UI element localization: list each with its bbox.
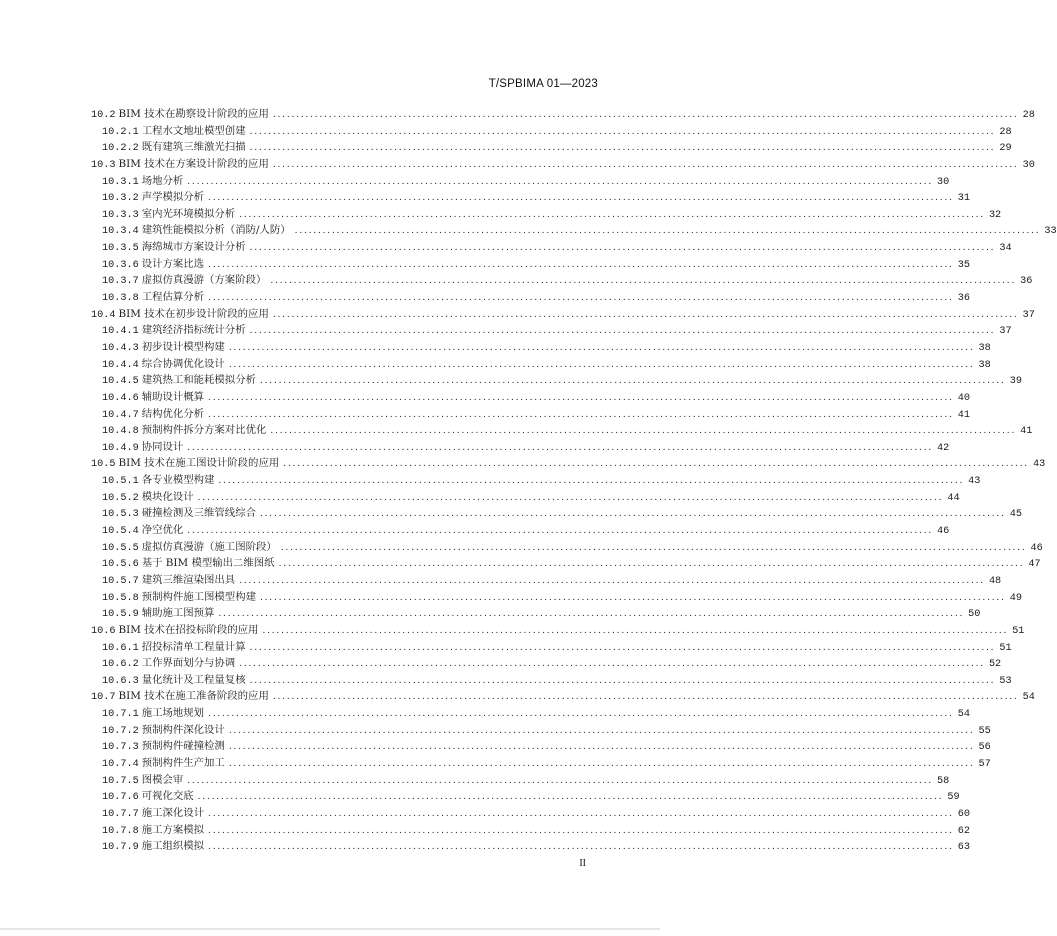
toc-dot-leader: ................................................................................................................................................................ <box>262 625 1009 636</box>
toc-entry-title: 基于 BIM 模型输出二维图纸 <box>141 557 275 570</box>
toc-entry-page: 43 <box>1032 459 1046 471</box>
toc-entry-title: BIM 技术在方案设计阶段的应用 <box>118 157 269 170</box>
toc-entry-page: 52 <box>988 659 1002 671</box>
toc-entry-number: 10.7.9 <box>102 842 139 854</box>
toc-subsection-entry[interactable] <box>91 472 981 489</box>
toc-subsection-entry[interactable] <box>91 173 950 190</box>
toc-entry-title: 工程估算分析 <box>141 291 205 304</box>
toc-entry-title: 虚拟仿真漫游（施工图阶段） <box>141 540 277 553</box>
toc-subsection-entry[interactable] <box>91 522 950 539</box>
page-number: II <box>579 858 586 869</box>
toc-entry-page: 35 <box>957 259 970 271</box>
toc-dot-leader: ................................................................................................................................................................ <box>249 675 996 686</box>
toc-entry-title: BIM 技术在初步设计阶段的应用 <box>118 307 269 320</box>
toc-dot-leader: ................................................................................................................................................................ <box>208 808 954 819</box>
toc-entry-number: 10.5 <box>91 459 116 471</box>
toc-dot-leader: ................................................................................................................................................................ <box>283 459 1029 470</box>
toc-entry-title: 施工方案模拟 <box>141 823 205 836</box>
toc-subsection-entry[interactable] <box>91 372 1022 389</box>
toc-dot-leader: ................................................................................................................................................................ <box>208 409 954 420</box>
toc-entry-number: 10.3.7 <box>102 276 139 288</box>
toc-entry-title: 虚拟仿真漫游（方案阶段） <box>141 274 267 287</box>
toc-entry-number: 10.4.9 <box>102 442 139 454</box>
toc-entry-page: 58 <box>936 775 950 787</box>
toc-dot-leader: ................................................................................................................................................................ <box>249 126 996 137</box>
toc-entry-page: 43 <box>968 476 981 488</box>
toc-subsection-entry[interactable] <box>91 838 970 855</box>
toc-entry-page: 51 <box>999 642 1012 654</box>
toc-entry-number: 10.6.2 <box>102 659 139 671</box>
toc-entry-page: 28 <box>999 126 1012 138</box>
toc-entry-page: 37 <box>999 326 1012 338</box>
toc-entry-page: 48 <box>988 575 1002 587</box>
toc-entry-number: 10.3.8 <box>102 293 139 305</box>
toc-entry-title: 量化统计及工程量复核 <box>141 673 246 686</box>
toc-entry-number: 10.4.4 <box>102 359 139 371</box>
toc-subsection-entry[interactable] <box>91 539 1043 556</box>
toc-dot-leader: ................................................................................................................................................................ <box>239 575 985 586</box>
toc-entry-number: 10.5.8 <box>102 592 139 604</box>
toc-entry-number: 10.7.2 <box>102 725 139 737</box>
toc-dot-leader: ................................................................................................................................................................ <box>270 276 1017 287</box>
toc-subsection-entry[interactable] <box>91 572 1002 589</box>
toc-subsection-entry[interactable] <box>91 738 991 755</box>
toc-entry-title: 招投标清单工程量计算 <box>141 640 246 653</box>
toc-entry-number: 10.3.3 <box>102 209 139 221</box>
toc-entry-title: BIM 技术在勘察设计阶段的应用 <box>118 108 269 120</box>
toc-dot-leader: ................................................................................................................................................................ <box>187 442 933 453</box>
toc-dot-leader: ................................................................................................................................................................ <box>228 725 975 736</box>
toc-dot-leader: ................................................................................................................................................................ <box>197 492 944 503</box>
toc-dot-leader: ................................................................................................................................................................ <box>228 742 975 753</box>
toc-entry-number: 10.3.2 <box>102 193 139 205</box>
toc-dot-leader: ................................................................................................................................................................ <box>208 259 954 270</box>
toc-entry-number: 10.5.5 <box>102 542 139 554</box>
toc-entry-number: 10.3.5 <box>102 243 139 255</box>
toc-entry-number: 10.6 <box>91 625 116 637</box>
toc-entry-number: 10.4.5 <box>102 376 139 388</box>
toc-subsection-entry[interactable] <box>91 356 991 373</box>
toc-dot-leader: ................................................................................................................................................................ <box>272 692 1019 703</box>
toc-entry-number: 10.5.7 <box>102 575 139 587</box>
toc-entry-number: 10.5.1 <box>102 476 139 488</box>
toc-section-entry[interactable] <box>91 306 1035 323</box>
toc-entry-number: 10.7 <box>91 692 116 704</box>
toc-entry-title: BIM 技术在施工图设计阶段的应用 <box>118 457 280 470</box>
toc-entry-title: BIM 技术在招投标阶段的应用 <box>118 623 259 636</box>
toc-entry-page: 54 <box>957 709 970 721</box>
toc-entry-title: 各专业模型构建 <box>141 474 215 487</box>
toc-entry-title: 碰撞检测及三维管线综合 <box>141 507 256 520</box>
toc-subsection-entry[interactable] <box>91 289 970 306</box>
toc-entry-number: 10.4.6 <box>102 392 139 404</box>
toc-entry-title: 可视化交底 <box>141 790 194 803</box>
toc-dot-leader: ................................................................................................................................................................ <box>259 509 1006 520</box>
toc-entry-title: 工作界面划分与协调 <box>141 657 236 670</box>
toc-entry-number: 10.5.9 <box>102 609 139 621</box>
toc-entry-title: 预制构件施工图模型构建 <box>141 590 256 603</box>
toc-subsection-entry[interactable] <box>91 505 1022 522</box>
toc-entry-page: 41 <box>957 409 970 421</box>
toc-entry-page: 62 <box>957 825 970 837</box>
toc-dot-leader: ................................................................................................................................................................ <box>239 209 985 220</box>
toc-dot-leader: ................................................................................................................................................................ <box>294 226 1041 237</box>
toc-subsection-entry[interactable] <box>91 406 970 423</box>
toc-entry-number: 10.5.6 <box>102 559 139 571</box>
toc-dot-leader: ................................................................................................................................................................ <box>249 243 996 254</box>
toc-entry-title: 模块化设计 <box>141 490 194 503</box>
toc-section-entry[interactable] <box>91 688 1035 705</box>
toc-subsection-entry[interactable] <box>91 139 1012 156</box>
toc-subsection-entry[interactable] <box>91 672 1012 689</box>
toc-entry-page: 36 <box>1020 276 1033 288</box>
toc-subsection-entry[interactable] <box>91 439 950 456</box>
toc-entry-page: 63 <box>957 842 970 854</box>
toc-entry-number: 10.7.6 <box>102 792 139 804</box>
toc-entry-page: 28 <box>1022 110 1035 121</box>
toc-entry-title: 预制构件拆分方案对比优化 <box>141 424 267 437</box>
toc-dot-leader: ................................................................................................................................................................ <box>259 376 1006 387</box>
toc-entry-page: 59 <box>947 792 960 804</box>
toc-entry-page: 44 <box>947 492 960 504</box>
toc-dot-leader: ................................................................................................................................................................ <box>208 193 954 204</box>
toc-entry-title: 图模会审 <box>141 773 184 786</box>
toc-subsection-entry[interactable] <box>91 256 970 273</box>
toc-entry-number: 10.2.2 <box>102 143 139 155</box>
toc-entry-title: 声学模拟分析 <box>141 191 205 204</box>
toc-entry-title: 结构优化分析 <box>141 407 205 420</box>
toc-entry-page: 29 <box>999 143 1012 155</box>
toc-entry-number: 10.5.4 <box>102 526 139 538</box>
toc-entry-title: 建筑三维渲染图出具 <box>141 573 236 586</box>
toc-dot-leader: ................................................................................................................................................................ <box>272 110 1019 120</box>
toc-subsection-entry[interactable] <box>91 555 1041 572</box>
toc-entry-page: 46 <box>936 526 950 538</box>
toc-entry-title: 室内光环境模拟分析 <box>141 207 236 220</box>
toc-entry-page: 41 <box>1020 426 1033 438</box>
toc-subsection-entry[interactable] <box>91 822 970 839</box>
toc-entry-title: BIM 技术在施工准备阶段的应用 <box>118 690 269 703</box>
toc-subsection-entry[interactable] <box>91 589 1022 606</box>
toc-entry-number: 10.7.1 <box>102 709 139 721</box>
toc-entry-page: 45 <box>1009 509 1022 521</box>
toc-entry-page: 51 <box>1012 625 1025 637</box>
toc-entry-title: 既有建筑三维激光扫描 <box>141 141 246 154</box>
toc-dot-leader: ................................................................................................................................................................ <box>208 709 954 720</box>
toc-subsection-entry[interactable] <box>91 123 1012 140</box>
toc-dot-leader: ................................................................................................................................................................ <box>218 476 965 487</box>
toc-entry-page: 34 <box>999 243 1012 255</box>
toc-entry-title: 净空优化 <box>141 524 184 537</box>
toc-entry-title: 初步设计模型构建 <box>141 340 225 353</box>
toc-subsection-entry[interactable] <box>91 788 960 805</box>
toc-entry-number: 10.7.3 <box>102 742 139 754</box>
toc-entry-title: 施工组织模拟 <box>141 840 205 853</box>
toc-entry-title: 建筑经济指标统计分析 <box>141 324 246 337</box>
toc-entry-page: 53 <box>999 675 1012 687</box>
toc-entry-page: 42 <box>936 442 950 454</box>
toc-entry-page: 57 <box>978 758 991 770</box>
toc-dot-leader: ................................................................................................................................................................ <box>280 542 1027 553</box>
toc-dot-leader: ................................................................................................................................................................ <box>228 342 975 353</box>
toc-entry-page: 36 <box>957 293 970 305</box>
toc-subsection-entry[interactable] <box>91 639 1012 656</box>
toc-section-entry[interactable] <box>91 156 1035 173</box>
toc-entry-title: 场地分析 <box>141 174 184 187</box>
toc-entry-number: 10.3.4 <box>102 226 139 238</box>
toc-entry-page: 40 <box>957 392 970 404</box>
toc-subsection-entry[interactable] <box>91 206 1002 223</box>
toc-subsection-entry[interactable] <box>91 722 991 739</box>
toc-subsection-entry[interactable] <box>91 389 970 406</box>
toc-entry-page: 50 <box>968 609 981 621</box>
toc-entry-page: 60 <box>957 808 970 820</box>
toc-entry-page: 31 <box>957 193 970 205</box>
toc-subsection-entry[interactable] <box>91 805 970 822</box>
toc-dot-leader: ................................................................................................................................................................ <box>187 526 933 537</box>
toc-dot-leader: ................................................................................................................................................................ <box>278 559 1025 570</box>
toc-entry-title: 海绵城市方案设计分析 <box>141 241 246 254</box>
toc-subsection-entry[interactable] <box>91 239 1012 256</box>
toc-dot-leader: ................................................................................................................................................................ <box>228 359 975 370</box>
toc-subsection-entry[interactable] <box>91 655 1002 672</box>
toc-entry-number: 10.3 <box>91 159 116 171</box>
toc-entry-title: 建筑热工和能耗模拟分析 <box>141 374 256 387</box>
toc-entry-number: 10.3.1 <box>102 176 139 188</box>
toc-dot-leader: ................................................................................................................................................................ <box>249 326 996 337</box>
toc-entry-page: 30 <box>936 176 950 188</box>
toc-entry-title: 预制构件生产加工 <box>141 756 225 769</box>
toc-subsection-entry[interactable] <box>91 222 1057 239</box>
toc-entry-number: 10.7.7 <box>102 808 139 820</box>
toc-dot-leader: ................................................................................................................................................................ <box>218 609 965 620</box>
toc-dot-leader: ................................................................................................................................................................ <box>228 758 975 769</box>
toc-subsection-entry[interactable] <box>91 705 970 722</box>
toc-entry-title: 工程水文地址模型创建 <box>141 124 246 137</box>
toc-entry-page: 54 <box>1022 692 1035 704</box>
toc-entry-title: 设计方案比选 <box>141 257 205 270</box>
toc-entry-number: 10.4.3 <box>102 342 139 354</box>
toc-subsection-entry[interactable] <box>91 422 1033 439</box>
toc-entry-page: 38 <box>978 359 991 371</box>
page-bottom-divider <box>0 928 660 930</box>
toc-subsection-entry[interactable] <box>91 605 981 622</box>
toc-subsection-entry[interactable] <box>91 772 950 789</box>
toc-entry-title: 辅助设计概算 <box>141 390 205 403</box>
toc-entry-page: 32 <box>988 209 1002 221</box>
toc-entry-number: 10.5.2 <box>102 492 139 504</box>
toc-entry-number: 10.4.1 <box>102 326 139 338</box>
toc-entry-title: 综合协调优化设计 <box>141 357 225 370</box>
toc-dot-leader: ................................................................................................................................................................ <box>249 143 996 154</box>
toc-entry-number: 10.7.4 <box>102 758 139 770</box>
table-of-contents <box>91 106 1057 855</box>
toc-dot-leader: ................................................................................................................................................................ <box>197 792 944 803</box>
toc-entry-page: 38 <box>978 342 991 354</box>
toc-entry-number: 10.4 <box>91 309 116 321</box>
toc-entry-title: 协同设计 <box>141 440 184 453</box>
toc-entry-page: 56 <box>978 742 991 754</box>
toc-section-entry[interactable] <box>91 106 1035 123</box>
toc-dot-leader: ................................................................................................................................................................ <box>270 426 1017 437</box>
toc-dot-leader: ................................................................................................................................................................ <box>208 392 954 403</box>
toc-entry-number: 10.4.8 <box>102 426 139 438</box>
document-code: T/SPBIMA 01—2023 <box>488 78 598 90</box>
toc-entry-page: 55 <box>978 725 991 737</box>
toc-dot-leader: ................................................................................................................................................................ <box>187 176 933 187</box>
toc-entry-title: 预制构件深化设计 <box>141 723 225 736</box>
toc-dot-leader: ................................................................................................................................................................ <box>208 842 954 853</box>
toc-section-entry[interactable] <box>91 455 1046 472</box>
toc-dot-leader: ................................................................................................................................................................ <box>208 825 954 836</box>
toc-entry-number: 10.2 <box>91 110 116 121</box>
toc-entry-title: 施工深化设计 <box>141 806 205 819</box>
toc-dot-leader: ................................................................................................................................................................ <box>239 659 985 670</box>
toc-entry-number: 10.7.8 <box>102 825 139 837</box>
toc-entry-number: 10.4.7 <box>102 409 139 421</box>
toc-entry-number: 10.5.3 <box>102 509 139 521</box>
toc-dot-leader: ................................................................................................................................................................ <box>259 592 1006 603</box>
toc-subsection-entry[interactable] <box>91 272 1033 289</box>
toc-entry-number: 10.3.6 <box>102 259 139 271</box>
toc-entry-page: 47 <box>1028 559 1041 571</box>
toc-subsection-entry[interactable] <box>91 755 991 772</box>
toc-entry-page: 46 <box>1030 542 1043 554</box>
toc-entry-page: 49 <box>1009 592 1022 604</box>
toc-subsection-entry[interactable] <box>91 189 970 206</box>
toc-entry-page: 30 <box>1022 159 1035 171</box>
toc-dot-leader: ................................................................................................................................................................ <box>187 775 933 786</box>
toc-entry-page: 33 <box>1044 226 1057 238</box>
toc-dot-leader: ................................................................................................................................................................ <box>208 293 954 304</box>
toc-entry-page: 39 <box>1009 376 1022 388</box>
toc-section-entry[interactable] <box>91 622 1025 639</box>
toc-subsection-entry[interactable] <box>91 339 991 356</box>
toc-subsection-entry[interactable] <box>91 489 960 506</box>
toc-entry-page: 37 <box>1022 309 1035 321</box>
toc-dot-leader: ................................................................................................................................................................ <box>249 642 996 653</box>
toc-entry-number: 10.2.1 <box>102 126 139 138</box>
toc-entry-number: 10.6.1 <box>102 642 139 654</box>
toc-entry-title: 建筑性能模拟分析（消防/人防） <box>141 224 291 237</box>
toc-entry-number: 10.7.5 <box>102 775 139 787</box>
toc-entry-title: 辅助施工图预算 <box>141 607 215 620</box>
toc-subsection-entry[interactable] <box>91 322 1012 339</box>
toc-entry-number: 10.6.3 <box>102 675 139 687</box>
toc-dot-leader: ................................................................................................................................................................ <box>272 159 1019 170</box>
toc-dot-leader: ................................................................................................................................................................ <box>272 309 1019 320</box>
toc-entry-title: 预制构件碰撞检测 <box>141 740 225 753</box>
toc-entry-title: 施工场地规划 <box>141 707 205 720</box>
